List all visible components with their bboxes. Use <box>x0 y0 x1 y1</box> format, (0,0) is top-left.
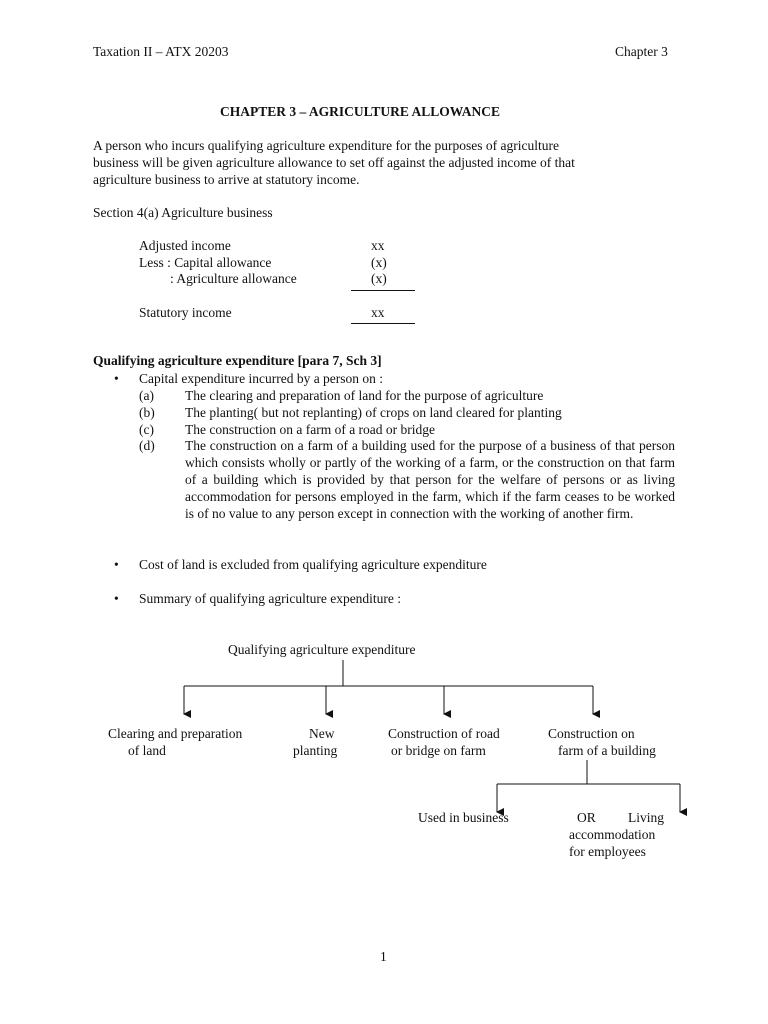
item-c-text: The construction on a farm of a road or bridge <box>185 422 436 437</box>
capital-allowance-label: Less : Capital allowance <box>139 255 272 270</box>
intro-line-2: business will be given agriculture allowance to set off against the adjusted income of that <box>93 155 575 170</box>
node-clearing-line-1: Clearing and preparation <box>108 726 243 741</box>
intro-line-1: A person who incurs qualifying agriculture expenditure for the purposes of agriculture <box>93 138 559 153</box>
section-heading: Section 4(a) Agriculture business <box>93 205 273 220</box>
node-or-label: OR <box>577 810 596 825</box>
item-d-text: The construction on a farm of a building used for the purpose of a business of that person which consists wholly or partly of the working of a farm, or the construction on that farm of a building which is provided by that person for the welfare of persons or as living accommodation for persons employed in the farm, which if the farm ceases to be worked is of no value to any person except in connection with the working of another firm. <box>185 438 675 521</box>
bullet-icon: • <box>114 591 119 606</box>
header-right: Chapter 3 <box>615 44 668 59</box>
bullet-icon: • <box>114 557 119 572</box>
item-c-label: (c) <box>139 422 154 437</box>
statutory-income-value: xx <box>371 305 385 320</box>
bullet-summary: Summary of qualifying agriculture expenditure : <box>139 591 402 606</box>
item-b-text: The planting( but not replanting) of crops on land cleared for planting <box>185 405 562 420</box>
statutory-income-label: Statutory income <box>139 305 232 320</box>
adjusted-income-value: xx <box>371 238 385 253</box>
bullet-icon: • <box>114 371 119 386</box>
node-living-line-1: Living <box>628 810 664 825</box>
node-living-line-3: for employees <box>569 844 646 859</box>
bullet-capital-expenditure: Capital expenditure incurred by a person on : <box>139 371 384 386</box>
node-road-line-1: Construction of road <box>388 726 500 741</box>
qualifying-heading: Qualifying agriculture expenditure [para 7, Sch 3] <box>93 353 382 368</box>
diagram-root-label: Qualifying agriculture expenditure <box>228 642 416 657</box>
item-b-label: (b) <box>139 405 155 420</box>
agriculture-allowance-value: (x) <box>371 271 387 286</box>
node-building-line-1: Construction on <box>548 726 635 741</box>
item-a-label: (a) <box>139 388 154 403</box>
node-living-line-2: accommodation <box>569 827 656 842</box>
capital-allowance-value: (x) <box>371 255 387 270</box>
page-title: CHAPTER 3 – AGRICULTURE ALLOWANCE <box>220 104 501 119</box>
node-new-line-2: planting <box>293 743 338 758</box>
node-clearing-line-2: of land <box>128 743 166 758</box>
node-building-line-2: farm of a building <box>558 743 656 758</box>
node-new-line-1: New <box>309 726 335 741</box>
adjusted-income-label: Adjusted income <box>139 238 231 253</box>
agriculture-allowance-label: : Agriculture allowance <box>170 271 297 286</box>
item-d-label: (d) <box>139 438 155 453</box>
intro-line-3: agriculture business to arrive at statutory income. <box>93 172 360 187</box>
node-used-in-business: Used in business <box>418 810 509 825</box>
node-road-line-2: or bridge on farm <box>391 743 486 758</box>
header-left: Taxation II – ATX 20203 <box>93 44 229 59</box>
page-number: 1 <box>380 949 387 964</box>
item-a-text: The clearing and preparation of land for the purpose of agriculture <box>185 388 544 403</box>
bullet-cost-of-land: Cost of land is excluded from qualifying agriculture expenditure <box>139 557 487 572</box>
